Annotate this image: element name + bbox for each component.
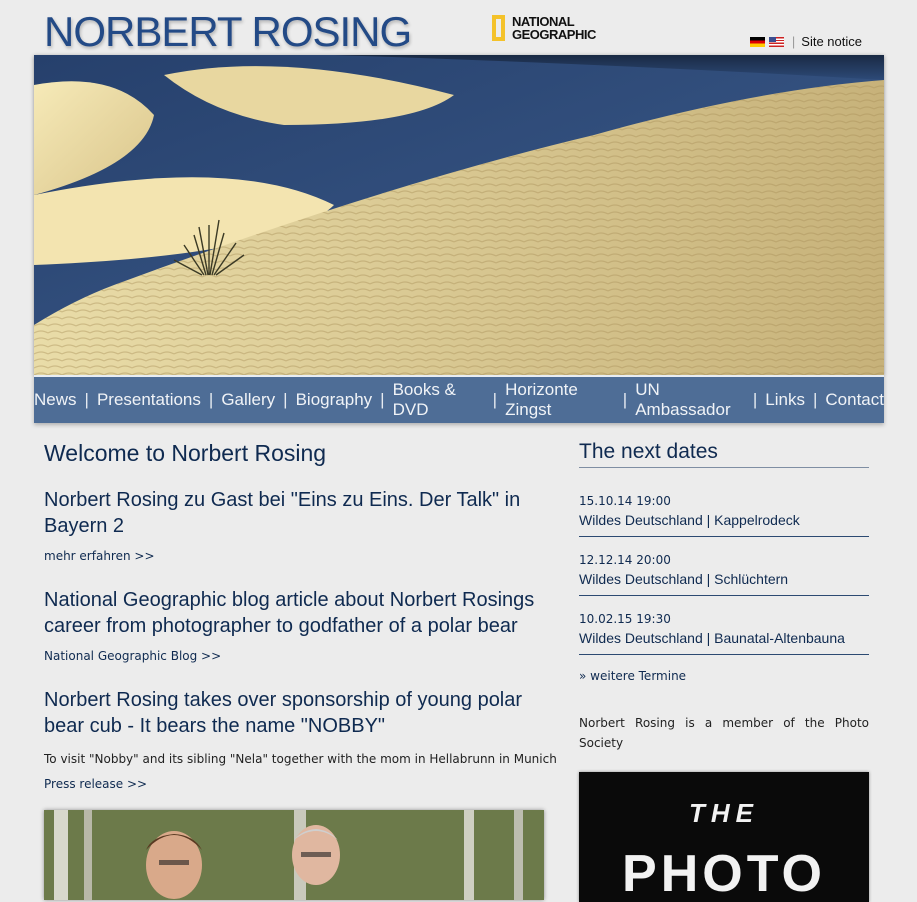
date-time: 15.10.14 19:00 (579, 494, 671, 508)
us-flag-icon[interactable] (769, 37, 784, 47)
photo-society-banner[interactable] (579, 772, 869, 902)
nav-gallery[interactable]: Gallery (221, 390, 276, 409)
ng-frame-icon (492, 15, 505, 41)
news-article (44, 687, 564, 791)
main-content (44, 440, 564, 815)
date-event[interactable]: Wildes Deutschland | Schlüchtern (579, 571, 789, 587)
date-item[interactable] (579, 492, 869, 537)
date-item[interactable] (579, 551, 869, 596)
date-item[interactable] (579, 610, 869, 655)
desert-dunes-image (34, 55, 884, 375)
language-bar (750, 34, 862, 49)
nav-presentations[interactable]: Presentations (96, 390, 201, 409)
next-dates-title: The next dates (579, 440, 869, 468)
date-time: 10.02.15 19:30 (579, 612, 671, 626)
article-link[interactable]: National Geographic Blog >> (44, 649, 222, 663)
nav-un-ambassador[interactable]: UN Ambassador (635, 380, 731, 419)
ng-logo-line2: GEOGRAPHIC (512, 27, 596, 42)
nav-biography[interactable]: Biography (295, 390, 373, 409)
photo-society-member-text: Norbert Rosing is a member of the Photo Society (579, 716, 869, 750)
article-text: To visit "Nobby" and its sibling "Nela" together with the mom in Hellabrunn in Munich (44, 752, 557, 766)
article-title[interactable]: National Geographic blog article about Norbert Rosings career from photographer to godfather of a polar bear (44, 589, 535, 637)
more-dates-link[interactable]: » weitere Termine (579, 669, 687, 683)
article-link[interactable]: Press release >> (44, 777, 148, 791)
site-notice-link[interactable]: Site notice (801, 34, 862, 49)
page-title: Welcome to Norbert Rosing (44, 440, 327, 466)
date-time: 12.12.14 20:00 (579, 553, 671, 567)
lang-separator: | (791, 34, 796, 49)
sidebar (579, 440, 869, 753)
nav-horizonte-zingst[interactable]: Horizonte Zingst (505, 380, 578, 419)
society-the: THE (689, 798, 759, 828)
article-link[interactable]: mehr erfahren >> (44, 549, 155, 563)
german-flag-icon[interactable] (750, 37, 765, 47)
article-title[interactable]: Norbert Rosing zu Gast bei "Eins zu Eins. Der Talk" in Bayern 2 (44, 489, 521, 537)
nav-news[interactable]: News (34, 390, 77, 409)
nav-links[interactable]: Links (765, 390, 805, 409)
site-title[interactable]: NORBERT ROSING (44, 8, 412, 55)
society-photo: PHOTO (622, 845, 826, 902)
date-event[interactable]: Wildes Deutschland | Baunatal-Altenbauna (579, 630, 845, 646)
nav-books-dvd[interactable]: Books & DVD (392, 380, 456, 419)
hero-image (34, 55, 884, 375)
news-article (44, 487, 564, 563)
ng-logo-line1: NATIONAL (512, 14, 575, 29)
article-title[interactable]: Norbert Rosing takes over sponsorship of young polar bear cub - It bears the name "NOBBY" (44, 689, 523, 737)
news-article (44, 587, 564, 663)
main-nav: News | Presentations | Gallery | Biography | Books & DVD | Horizonte Zingst | UN Ambassador | Links | Contact (34, 375, 884, 423)
national-geographic-logo[interactable] (492, 15, 596, 41)
date-event[interactable]: Wildes Deutschland | Kappelrodeck (579, 512, 800, 528)
nav-contact[interactable]: Contact (825, 390, 884, 409)
